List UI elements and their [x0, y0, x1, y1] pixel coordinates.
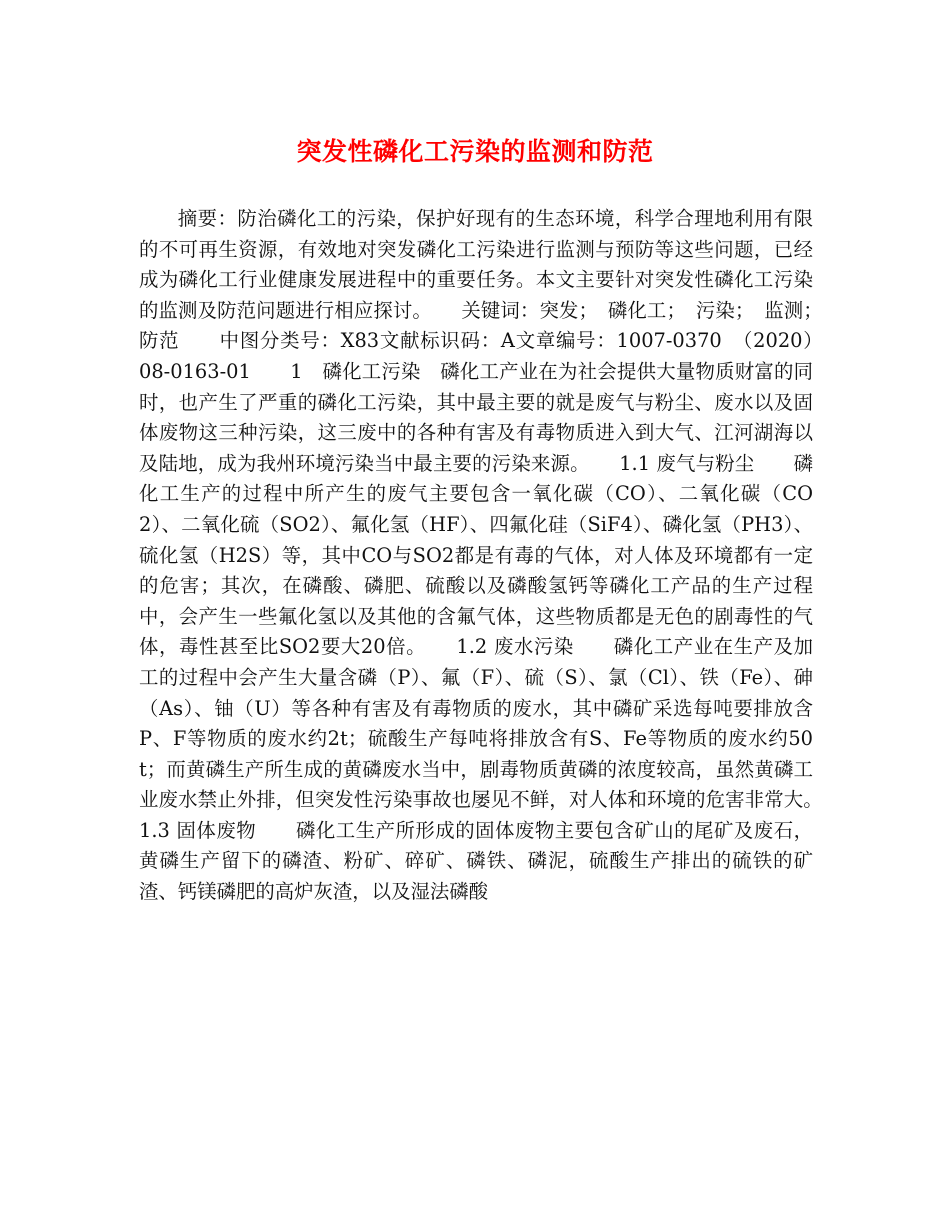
document-body-text: 摘要：防治磷化工的污染，保护好现有的生态环境，科学合理地利用有限的不可再生资源，有效地对突发磷化工污染进行监测与预防等这些问题，已经成为磷化工行业健康发展进程中的重要任务。本文主要针对突发性磷化工污染的监测及防范问题进行相应探讨。 关键词：突发； 磷化工； 污染； 监测； 防范 中图分类号：X83文献标识码：A文章编号：1007-0370 （2020） 08-0163-01 1 磷化工污染 磷化工产业在为社会提供大量物质财富的同时，也产生了严重的磷化工污染，其中最主要的就是废气与粉尘、废水以及固体废物这三种污染，这三废中的各种有害及有毒物质进入到大气、江河湖海以及陆地，成为我州环境污染当中最主要的污染来源。 1.1 废气与粉尘 磷化工生产的过程中所产生的废气主要包含一氧化碳（CO）、二氧化碳（CO2）、二氧化硫（SO2）、氟化氢（HF）、四氟化硅（SiF4）、磷化氢（PH3）、硫化氢（H2S）等，其中CO与SO2都是有毒的气体，对人体及环境都有一定的危害；其次，在磷酸、磷肥、硫酸以及磷酸氢钙等磷化工产品的生产过程中，会产生一些氟化氢以及其他的含氟气体，这些物质都是无色的剧毒性的气体，毒性甚至比SO2要大20倍。 1.2 废水污染 磷化工产业在生产及加工的过程中会产生大量含磷（P）、氟（F）、硫（S）、氯（Cl）、铁（Fe）、砷（As）、铀（U）等各种有害及有毒物质的废水，其中磷矿采选每吨要排放含P、F等物质的废水约2t；硫酸生产每吨将排放含有S、Fe等物质的废水约50t；而黄磷生产所生成的黄磷废水当中，剧毒物质黄磷的浓度较高，虽然黄磷工业废水禁止外排，但突发性污染事故也屡见不鲜，对人体和环境的危害非常大。 1.3 固体废物 磷化工生产所形成的固体废物主要包含矿山的尾矿及废石，黄磷生产留下的磷渣、粉矿、碎矿、磷铁、磷泥，硫酸生产排出的硫铁的矿渣、钙镁磷肥的高炉灰渣，以及湿法磷酸	[139, 207, 852, 904]
document-title: 突发性磷化工污染的监测和防范	[296, 137, 654, 166]
